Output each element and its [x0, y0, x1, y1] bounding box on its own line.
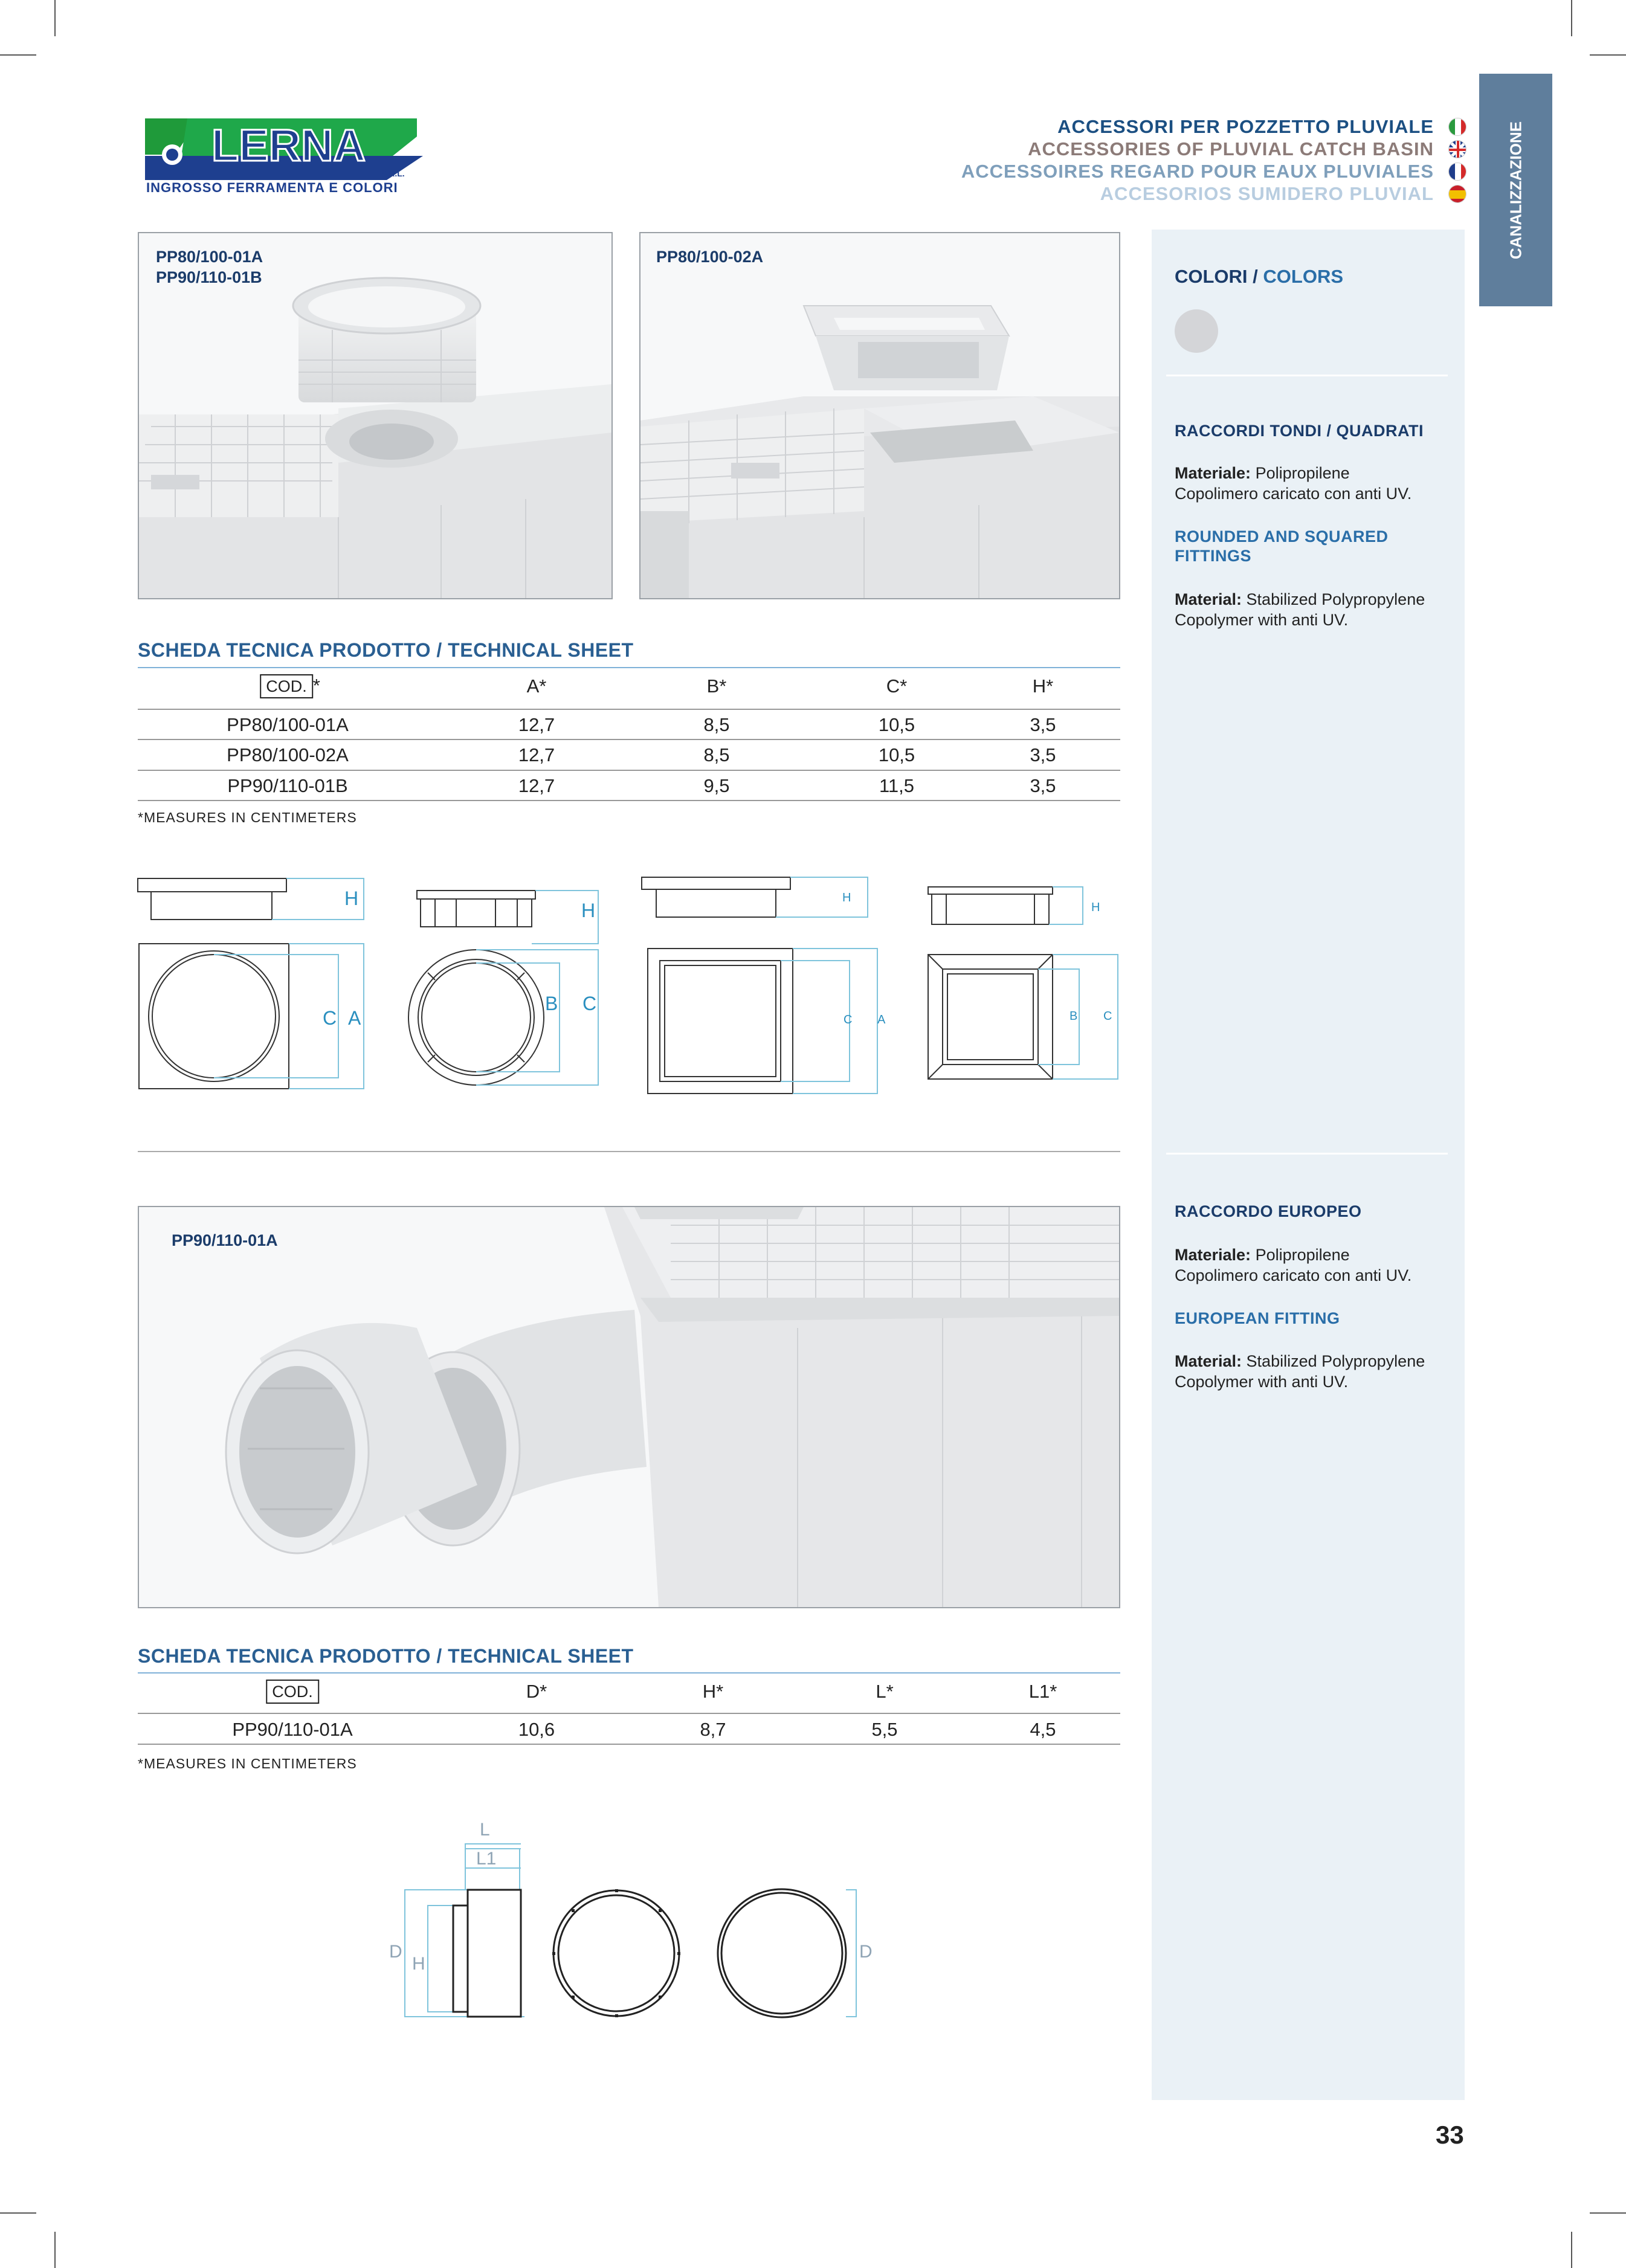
- spec-panel: [1152, 230, 1465, 2100]
- table-cell: 12,7: [518, 714, 555, 735]
- table-cell: 12,7: [518, 775, 555, 796]
- panel-divider: [1166, 1153, 1448, 1155]
- dim-label-h: H: [412, 1954, 425, 1974]
- material-text: Polipropilene: [1251, 1246, 1350, 1264]
- material-label: Material:: [1175, 1352, 1242, 1370]
- dim-label-h: H: [344, 888, 359, 909]
- material-text: Polipropilene: [1251, 464, 1350, 482]
- table-cell: 5,5: [871, 1719, 898, 1740]
- panel-divider: [1166, 375, 1448, 376]
- crop-mark: [54, 0, 56, 36]
- material-text: Stabilized Polypropylene: [1242, 1352, 1425, 1370]
- crop-mark: [1590, 54, 1626, 56]
- material-text: Copolymer with anti UV.: [1175, 1373, 1349, 1391]
- dim-label-l1: L1: [476, 1849, 497, 1869]
- material-text: Copolimero caricato con anti UV.: [1175, 485, 1412, 503]
- dim-label-h: H: [1091, 901, 1100, 914]
- table-header: A*: [526, 675, 547, 697]
- brand-name: LERNA: [211, 120, 366, 170]
- subtitle-line: ROUNDED AND SQUARED: [1175, 527, 1389, 546]
- material-label: Materiale:: [1175, 1246, 1251, 1264]
- dim-label-b: B: [1069, 1010, 1078, 1023]
- european-fitting-illustration: [139, 1207, 1119, 1607]
- header-title-es: ACCESORIOS SUMIDERO PLUVIAL: [1100, 183, 1434, 204]
- square-fitting-illustration: [640, 233, 1119, 598]
- table-rule: [138, 739, 1120, 740]
- table-cell: 11,5: [879, 775, 915, 796]
- side-tab-label: CANALIZZAZIONE: [1506, 121, 1524, 259]
- brand-tagline: INGROSSO FERRAMENTA E COLORI: [146, 180, 398, 195]
- cod-box: COD.: [260, 674, 313, 698]
- colors-title-separator: /: [1247, 266, 1263, 287]
- round-fitting-illustration: [139, 233, 611, 598]
- dim-label-a: A: [348, 1007, 361, 1029]
- dim-label-c: C: [582, 993, 597, 1014]
- table-cell: 10,5: [878, 714, 915, 735]
- table-rule: [138, 800, 1120, 801]
- cod-box: COD.: [266, 1680, 319, 1704]
- dim-label-d: D: [859, 1942, 873, 1962]
- colors-title-en: COLORS: [1263, 266, 1344, 287]
- section-title-round-square: RACCORDI TONDI / QUADRATI: [1175, 422, 1424, 440]
- table-cell: 8,5: [703, 714, 730, 735]
- flag-uk-icon: [1448, 140, 1466, 158]
- material-en: [1175, 589, 1453, 630]
- table-header: L*: [876, 1681, 894, 1702]
- product-photo-european-fitting: [138, 1206, 1120, 1608]
- dim-label-c: C: [323, 1007, 337, 1029]
- material-it: [1175, 1245, 1453, 1286]
- table-cell: 3,5: [1030, 714, 1056, 735]
- material-label: Material:: [1175, 590, 1242, 608]
- product-code-label: [156, 246, 263, 288]
- brand-srl: S.R.L.: [381, 169, 405, 178]
- material-label: Materiale:: [1175, 464, 1251, 482]
- table-rule: [138, 1744, 1120, 1745]
- crop-mark: [1590, 2212, 1626, 2214]
- section-divider: [138, 1151, 1120, 1152]
- header-title-it: ACCESSORI PER POZZETTO PLUVIALE: [1057, 116, 1434, 137]
- dim-label-h: H: [581, 900, 596, 921]
- table-header: C*: [886, 675, 908, 697]
- side-tab[interactable]: [1479, 74, 1552, 306]
- crop-mark: [54, 2232, 56, 2268]
- material-text: Stabilized Polypropylene: [1242, 590, 1425, 608]
- dim-label-c: C: [844, 1013, 853, 1026]
- section-title-european: RACCORDO EUROPEO: [1175, 1202, 1362, 1220]
- table-cell-code: PP80/100-01A: [227, 714, 349, 735]
- table-header: B*: [706, 675, 727, 697]
- table-cell: 12,7: [518, 744, 555, 765]
- table-cell: 4,5: [1030, 1719, 1056, 1740]
- product-code: PP80/100-01A: [156, 248, 263, 266]
- table-header-cod: [266, 1680, 319, 1704]
- table-2-note: *MEASURES IN CENTIMETERS: [138, 1756, 357, 1771]
- table-rule: [138, 770, 1120, 771]
- dim-label-h: H: [842, 891, 851, 904]
- table-rule: [138, 709, 1120, 710]
- table-cell: 3,5: [1030, 744, 1056, 765]
- product-code-label: PP90/110-01A: [172, 1231, 278, 1249]
- colors-title: [1175, 266, 1343, 288]
- subtitle-line: FITTINGS: [1175, 547, 1251, 565]
- section-subtitle-rounded: [1175, 527, 1453, 565]
- table-cell: 3,5: [1030, 775, 1056, 796]
- flag-france-icon: [1448, 163, 1466, 181]
- dimension-diagrams-row-1: [133, 864, 1130, 1106]
- table-cell-code: PP90/110-01A: [232, 1719, 353, 1740]
- product-photo-square-fitting: [639, 232, 1120, 599]
- colors-title-it: COLORI: [1175, 266, 1248, 287]
- color-swatch-grey: [1175, 309, 1218, 353]
- table-header-cod: [260, 674, 320, 698]
- table-rule: [138, 1672, 1120, 1674]
- dim-label-l: L: [480, 1820, 490, 1840]
- crop-mark: [1571, 0, 1572, 36]
- table-rule: [138, 1713, 1120, 1714]
- dim-label-a: A: [877, 1013, 886, 1026]
- table-header: D*: [526, 1681, 547, 1702]
- table-2-title: SCHEDA TECNICA PRODOTTO / TECHNICAL SHEET: [138, 1645, 634, 1667]
- material-text: Copolimero caricato con anti UV.: [1175, 1266, 1412, 1284]
- table-1-note: *MEASURES IN CENTIMETERS: [138, 810, 357, 825]
- flag-italy-icon: [1448, 118, 1466, 136]
- material-it: [1175, 463, 1453, 504]
- table-cell-code: PP90/110-01B: [227, 775, 348, 796]
- dim-label-d: D: [389, 1942, 402, 1962]
- table-cell: 8,7: [700, 1719, 726, 1740]
- table-cell: 10,6: [518, 1719, 555, 1740]
- header-title-en: ACCESSORIES OF PLUVIAL CATCH BASIN: [1028, 138, 1434, 159]
- table-cell: 10,5: [878, 744, 915, 765]
- table-cell: 9,5: [703, 775, 730, 796]
- dim-label-c: C: [1103, 1010, 1112, 1023]
- material-en: [1175, 1351, 1453, 1392]
- table-cell-code: PP80/100-02A: [227, 744, 349, 765]
- page-number: 33: [1436, 2121, 1464, 2149]
- product-code-label: PP80/100-02A: [656, 248, 764, 266]
- crop-mark: [1571, 2232, 1572, 2268]
- crop-mark: [0, 54, 36, 56]
- table-cell: 8,5: [703, 744, 730, 765]
- table-header: L1*: [1028, 1681, 1057, 1702]
- table-header: H*: [1032, 675, 1054, 697]
- header-title-fr: ACCESSOIRES REGARD POUR EAUX PLUVIALES: [961, 161, 1434, 182]
- dimension-diagrams-row-2: [387, 1812, 882, 2030]
- section-subtitle-european: EUROPEAN FITTING: [1175, 1309, 1340, 1327]
- material-text: Copolymer with anti UV.: [1175, 611, 1349, 629]
- flag-spain-icon: [1448, 185, 1466, 203]
- table-1-title: SCHEDA TECNICA PRODOTTO / TECHNICAL SHEET: [138, 639, 634, 661]
- product-code: PP90/110-01B: [156, 268, 262, 286]
- dim-label-b: B: [545, 993, 558, 1014]
- cod-asterisk: *: [312, 675, 320, 696]
- table-header: H*: [702, 1681, 724, 1702]
- crop-mark: [0, 2212, 36, 2214]
- table-rule: [138, 667, 1120, 668]
